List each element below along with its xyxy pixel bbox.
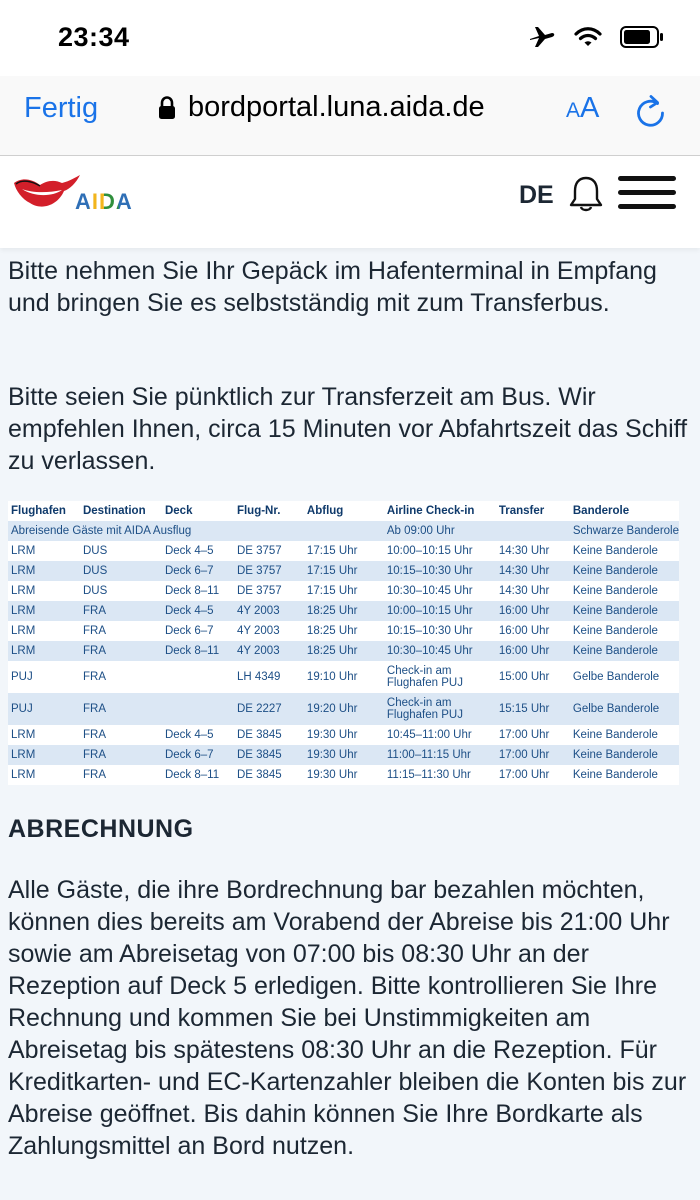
url-text: bordportal.luna.aida.de xyxy=(188,91,485,123)
table-row xyxy=(8,541,679,561)
column-header: Banderole xyxy=(570,501,679,521)
table-cell: Deck 6–7 xyxy=(162,561,234,581)
hamburger-icon xyxy=(618,204,676,209)
table-cell: 10:00–10:15 Uhr xyxy=(384,541,496,561)
luggage-paragraph: Bitte nehmen Sie Ihr Gepäck im Hafenterminal in Empfang und bringen Sie es selbstständig mit zum Transferbus. xyxy=(8,257,657,317)
table-cell: DE 3845 xyxy=(234,765,304,785)
table-cell: 15:15 Uhr xyxy=(496,693,570,725)
table-cell: FRA xyxy=(80,725,162,745)
table-cell: 16:00 Uhr xyxy=(496,621,570,641)
lips-logo-icon xyxy=(12,175,82,215)
battery-icon xyxy=(620,26,664,48)
table-cell: Deck 6–7 xyxy=(162,745,234,765)
table-cell: DE 2227 xyxy=(234,693,304,725)
table-cell: 11:15–11:30 Uhr xyxy=(384,765,496,785)
table-cell: DE 3757 xyxy=(234,581,304,601)
table-cell xyxy=(162,661,234,693)
table-row xyxy=(8,693,679,725)
table-cell: 19:30 Uhr xyxy=(304,745,384,765)
table-cell: 17:00 Uhr xyxy=(496,745,570,765)
bell-icon xyxy=(566,174,606,214)
column-header: Destination xyxy=(80,501,162,521)
table-cell: 19:10 Uhr xyxy=(304,661,384,693)
table-cell: LRM xyxy=(8,745,80,765)
flight-table xyxy=(8,501,679,785)
table-cell: Gelbe Banderole xyxy=(570,661,679,693)
airplane-icon xyxy=(528,24,556,50)
column-header: Deck xyxy=(162,501,234,521)
address-bar[interactable] xyxy=(158,91,485,124)
table-row xyxy=(8,765,679,785)
table-cell: DE 3757 xyxy=(234,561,304,581)
table-cell: Deck 4–5 xyxy=(162,541,234,561)
table-cell: Deck 8–11 xyxy=(162,581,234,601)
status-time: 23:34 xyxy=(58,22,130,52)
table-cell: FRA xyxy=(80,745,162,765)
table-cell: Keine Banderole xyxy=(570,581,679,601)
text-size-button[interactable] xyxy=(566,94,599,123)
text-size-small: A xyxy=(566,99,581,122)
table-cell: 10:30–10:45 Uhr xyxy=(384,641,496,661)
table-cell: 19:20 Uhr xyxy=(304,693,384,725)
table-cell: LH 4349 xyxy=(234,661,304,693)
table-cell: 10:30–10:45 Uhr xyxy=(384,581,496,601)
column-header: Transfer xyxy=(496,501,570,521)
table-cell: DE 3845 xyxy=(234,745,304,765)
table-cell: Keine Banderole xyxy=(570,641,679,661)
column-header: Flughafen xyxy=(8,501,80,521)
table-row xyxy=(8,561,679,581)
table-row xyxy=(8,745,679,765)
table-row xyxy=(8,581,679,601)
table-row xyxy=(8,621,679,641)
table-cell: DE 3845 xyxy=(234,725,304,745)
aida-logo[interactable] xyxy=(12,175,152,219)
table-cell: FRA xyxy=(80,765,162,785)
table-cell: 4Y 2003 xyxy=(234,621,304,641)
table-cell: LRM xyxy=(8,561,80,581)
text-size-big: A xyxy=(580,92,600,124)
table-cell: FRA xyxy=(80,641,162,661)
table-cell: Keine Banderole xyxy=(570,621,679,641)
table-cell: 17:15 Uhr xyxy=(304,561,384,581)
table-cell: LRM xyxy=(8,541,80,561)
table-cell: FRA xyxy=(80,693,162,725)
table-cell: 4Y 2003 xyxy=(234,641,304,661)
section-heading: ABRECHNUNG xyxy=(8,815,194,843)
table-cell: LRM xyxy=(8,581,80,601)
browser-nav-bar xyxy=(0,76,700,156)
table-cell: LRM xyxy=(8,725,80,745)
table-cell: PUJ xyxy=(8,693,80,725)
billing-paragraph: Alle Gäste, die ihre Bordrechnung bar bezahlen möchten, können dies bereits am Vorabend der Abreise bis 21:00 Uhr sowie am Abreisetag von 07:00 bis 08:30 Uhr an der Rezeption auf Deck 5 erledigen. Bitte kontrollieren Sie Ihre Rechnung und kommen Sie bei Unstimmigkeiten am Abreisetag bis spätestens 08:30 Uhr an die Rezeption. Für Kreditkarten- und EC-Kartenzahler bleiben die Konten bis zur Abreise geöffnet. Bis dahin können Sie Ihre Bordkarte als Zahlungsmittel an Bord nutzen. xyxy=(8,876,687,1160)
table-cell: 10:45–11:00 Uhr xyxy=(384,725,496,745)
table-cell: Keine Banderole xyxy=(570,765,679,785)
table-cell: PUJ xyxy=(8,661,80,693)
table-cell: FRA xyxy=(80,661,162,693)
site-header xyxy=(0,157,700,248)
logo-letters: AIDA xyxy=(75,189,133,214)
table-header-row xyxy=(8,501,679,521)
table-cell: Abreisende Gäste mit AIDA Ausflug xyxy=(8,521,384,541)
table-cell: Schwarze Banderole xyxy=(570,521,679,541)
hamburger-icon xyxy=(618,176,676,181)
table-cell: 11:00–11:15 Uhr xyxy=(384,745,496,765)
table-cell: Deck 4–5 xyxy=(162,725,234,745)
table-cell: DUS xyxy=(80,581,162,601)
table-cell: LRM xyxy=(8,765,80,785)
status-bar xyxy=(0,0,700,76)
table-cell: 18:25 Uhr xyxy=(304,641,384,661)
table-cell: FRA xyxy=(80,601,162,621)
web-content[interactable] xyxy=(0,157,700,1200)
table-cell: LRM xyxy=(8,601,80,621)
hamburger-icon xyxy=(618,190,676,195)
table-cell: 14:30 Uhr xyxy=(496,581,570,601)
table-cell: Deck 4–5 xyxy=(162,601,234,621)
table-cell: 14:30 Uhr xyxy=(496,541,570,561)
table-row xyxy=(8,661,679,693)
table-cell: 17:15 Uhr xyxy=(304,581,384,601)
table-cell: FRA xyxy=(80,621,162,641)
table-cell: 4Y 2003 xyxy=(234,601,304,621)
done-button[interactable]: Fertig xyxy=(24,92,99,124)
language-selector[interactable]: DE xyxy=(519,181,554,209)
table-cell: 10:00–10:15 Uhr xyxy=(384,601,496,621)
table-cell: 19:30 Uhr xyxy=(304,765,384,785)
menu-button[interactable] xyxy=(618,176,676,210)
table-cell: 17:15 Uhr xyxy=(304,541,384,561)
table-cell: 10:15–10:30 Uhr xyxy=(384,561,496,581)
table-cell xyxy=(162,693,234,725)
table-cell: 18:25 Uhr xyxy=(304,621,384,641)
table-cell: 18:25 Uhr xyxy=(304,601,384,621)
table-cell: Check-in am Flughafen PUJ xyxy=(384,661,496,693)
table-cell: Check-in am Flughafen PUJ xyxy=(384,693,496,725)
column-header: Abflug xyxy=(304,501,384,521)
column-header: Airline Check-in xyxy=(384,501,496,521)
status-icons xyxy=(528,24,664,50)
table-cell: Deck 6–7 xyxy=(162,621,234,641)
table-cell: Keine Banderole xyxy=(570,541,679,561)
table-cell: LRM xyxy=(8,641,80,661)
table-row xyxy=(8,641,679,661)
table-row xyxy=(8,601,679,621)
table-cell: Deck 8–11 xyxy=(162,641,234,661)
table-cell: Keine Banderole xyxy=(570,601,679,621)
table-row xyxy=(8,725,679,745)
table-cell: DUS xyxy=(80,561,162,581)
transfer-paragraph: Bitte seien Sie pünktlich zur Transferzeit am Bus. Wir empfehlen Ihnen, circa 15 Minuten vor Abfahrtszeit das Schiff zu verlassen. xyxy=(8,383,688,475)
excursion-row xyxy=(8,521,679,541)
table-cell: DUS xyxy=(80,541,162,561)
table-cell: DE 3757 xyxy=(234,541,304,561)
table-cell: 16:00 Uhr xyxy=(496,641,570,661)
table-cell: Deck 8–11 xyxy=(162,765,234,785)
table-cell: Keine Banderole xyxy=(570,561,679,581)
table-cell: 17:00 Uhr xyxy=(496,765,570,785)
table-cell: Ab 09:00 Uhr xyxy=(384,521,496,541)
table-cell xyxy=(496,521,570,541)
table-cell: 17:00 Uhr xyxy=(496,725,570,745)
logo-text xyxy=(75,189,133,215)
table-cell: 16:00 Uhr xyxy=(496,601,570,621)
table-cell: 10:15–10:30 Uhr xyxy=(384,621,496,641)
table-cell: Gelbe Banderole xyxy=(570,693,679,725)
column-header: Flug-Nr. xyxy=(234,501,304,521)
notifications-button[interactable] xyxy=(566,174,606,219)
table-cell: 15:00 Uhr xyxy=(496,661,570,693)
lock-icon xyxy=(158,96,176,120)
table-cell: Keine Banderole xyxy=(570,725,679,745)
table-cell: Keine Banderole xyxy=(570,745,679,765)
table-cell: LRM xyxy=(8,621,80,641)
table-cell: 19:30 Uhr xyxy=(304,725,384,745)
wifi-icon xyxy=(574,26,602,48)
reload-button[interactable] xyxy=(634,93,668,136)
table-cell: 14:30 Uhr xyxy=(496,561,570,581)
reload-icon xyxy=(634,93,668,131)
